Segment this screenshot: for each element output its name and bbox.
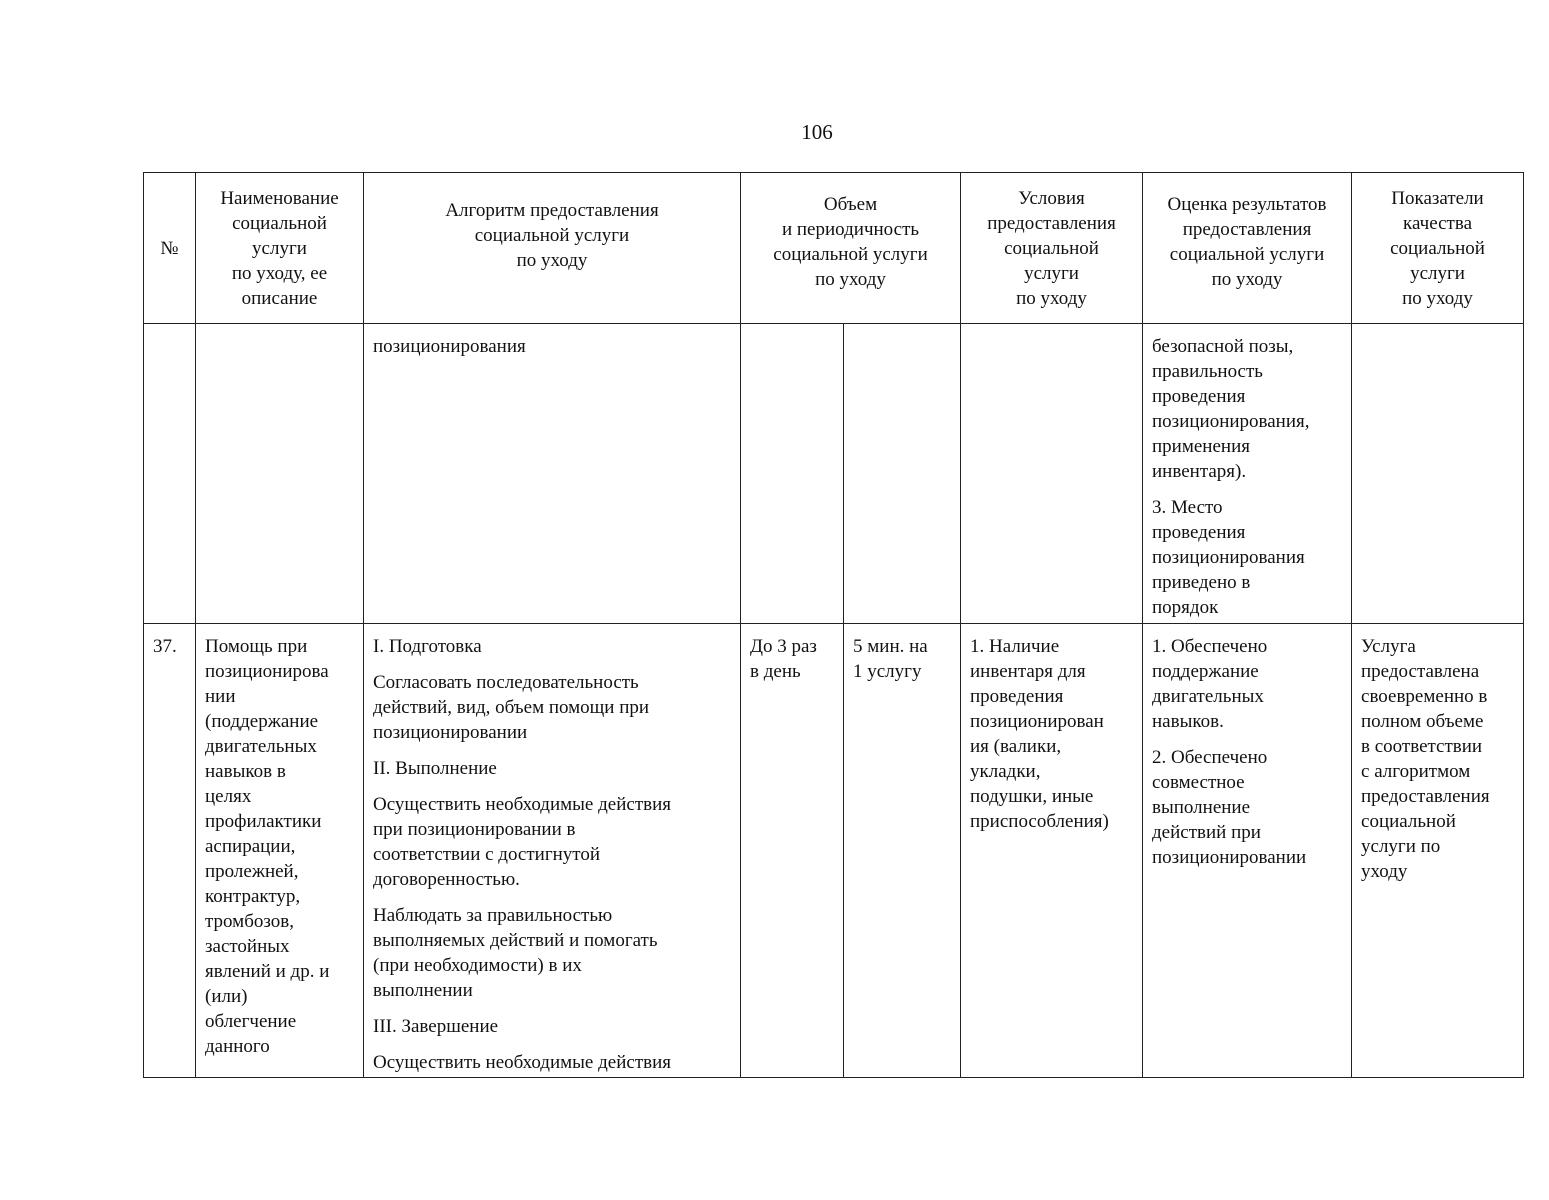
cell-conditions bbox=[961, 324, 1143, 624]
header-number: № bbox=[144, 173, 196, 324]
page-number: 106 bbox=[801, 120, 833, 144]
header-conditions: Условия предоставления социальной услуги по уходу bbox=[961, 173, 1143, 324]
cell-no: 37. bbox=[144, 624, 196, 1078]
header-quality: Показатели качества социальной услуги по уходу bbox=[1352, 173, 1524, 324]
cell-conditions: 1. Наличие инвентаря для проведения позиционирован ия (валики, укладки, подушки, иные приспособления) bbox=[961, 624, 1143, 1078]
cell-algorithm: I. Подготовка Согласовать последовательность действий, вид, объем помощи при позиционировании II. Выполнение Осуществить необходимые действия при позиционировании в соответствии с достигнутой договоренностью. Наблюдать за правильностью выполняемых действий и помогать (при необходимости) в их выполнении III. Завершение Осуществить необходимые действия bbox=[364, 624, 741, 1078]
header-volume: Объем и периодичность социальной услуги по уходу bbox=[741, 173, 961, 324]
cell-quality bbox=[1352, 324, 1524, 624]
cell-evaluation: безопасной позы, правильность проведения позиционирования, применения инвентаря). 3. Место проведения позиционирования приведено в порядок bbox=[1143, 324, 1352, 624]
cell-volume-frequency: До 3 раз в день bbox=[741, 624, 844, 1078]
table-row-continuation bbox=[144, 324, 1524, 624]
cell-name: Помощь при позиционирова нии (поддержание двигательных навыков в целях профилактики аспирации, пролежней, контрактур, тромбозов, застойных явлений и др. и (или) облегчение данного bbox=[196, 624, 364, 1078]
header-row bbox=[144, 173, 1524, 324]
services-table bbox=[143, 172, 1524, 1078]
header-algorithm: Алгоритм предоставления социальной услуги по уходу bbox=[364, 173, 741, 324]
cell-volume-time: 5 мин. на 1 услугу bbox=[844, 624, 961, 1078]
cell-algorithm: позиционирования bbox=[364, 324, 741, 624]
cell-quality: Услуга предоставлена своевременно в полном объеме в соответствии с алгоритмом предоставления социальной услуги по уходу bbox=[1352, 624, 1524, 1078]
cell-volume-time bbox=[844, 324, 961, 624]
cell-evaluation: 1. Обеспечено поддержание двигательных навыков. 2. Обеспечено совместное выполнение действий при позиционировании bbox=[1143, 624, 1352, 1078]
cell-no bbox=[144, 324, 196, 624]
header-name: Наименование социальной услуги по уходу, ее описание bbox=[196, 173, 364, 324]
table-row-37 bbox=[144, 624, 1524, 1078]
cell-name bbox=[196, 324, 364, 624]
header-evaluation: Оценка результатов предоставления социальной услуги по уходу bbox=[1143, 173, 1352, 324]
cell-volume-frequency bbox=[741, 324, 844, 624]
